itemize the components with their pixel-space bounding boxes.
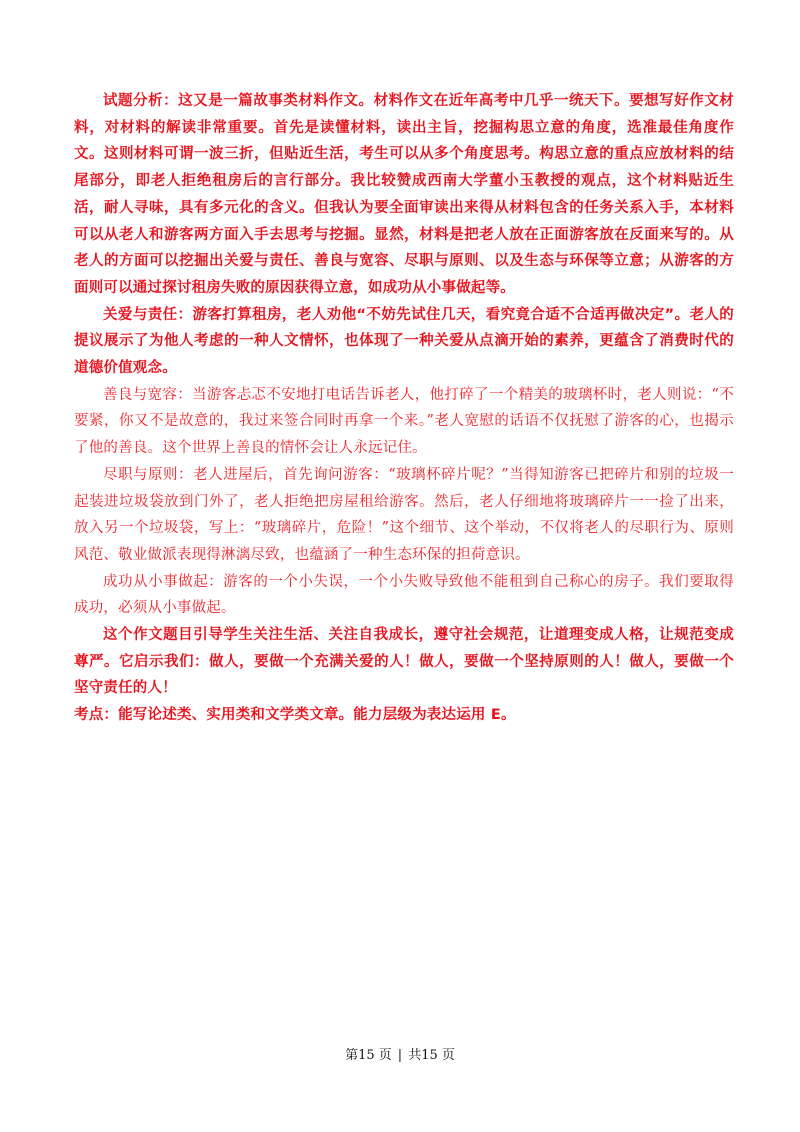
paragraph-duty-principle: 尽职与原则：老人进屋后，首先询问游客：“玻璃杯碎片呢？”当得知游客已把碎片和别的垃圾一起装进垃圾袋放到门外了，老人拒绝把房屋租给游客。然后，老人仔细地将玻璃碎片一一捡了出来，放入另一个垃圾袋，写上：“玻璃碎片，危险！”这个细节、这个举动，不仅将老人的尽职行为、原则风范、敬业做派表现得淋漓尽致，也蕴涵了一种生态环保的担荷意识。: [74, 466, 734, 563]
current-page-number: 第15 页: [345, 1048, 392, 1063]
page-footer: [0, 1044, 800, 1063]
paragraph-analysis: 试题分析：这又是一篇故事类材料作文。材料作文在近年高考中几乎一统天下。要想写好作文材料，对材料的解读非常重要。首先是读懂材料，读出主旨，挖掘构思立意的角度，选准最佳角度作文。这则材料可谓一波三折，但贴近生活，考生可以从多个角度思考。构思立意的重点应放材料的结尾部分，即老人拒绝租房后的言行部分。我比较赞成西南大学董小玉教授的观点，这个材料贴近生活，耐人寻味，具有多元化的含义。但我认为要全面审读出来得从材料包含的任务关系入手，本材料可以从老人和游客两方面入手去思考与挖掘。显然，材料是把老人放在正面游客放在反面来写的。从老人的方面可以挖掘出关爱与责任、善良与宽容、尽职与原则、以及生态与环保等立意；从游客的方面则可以通过探讨租房失败的原因获得立意，如成功从小事做起等。: [74, 93, 734, 296]
paragraph-guidance: 这个作文题目引导学生关注生活、关注自我成长，遵守社会规范，让道理变成人格，让规范变成尊严。它启示我们：做人，要做一个充满关爱的人！做人，要做一个坚持原则的人！做人，要做一个坚守责任的人！: [74, 627, 734, 697]
paragraph-success-small-things: 成功从小事做起：游客的一个小失误，一个小失败导致他不能租到自己称心的房子。我们要取得成功，必须从小事做起。: [74, 573, 734, 617]
paragraph-kindness-tolerance: 善良与宽容：当游客忐忑不安地打电话告诉老人，他打碎了一个精美的玻璃杯时，老人则说：“不要紧，你又不是故意的，我过来签合同时再拿一个来。”老人宽慰的话语不仅抚慰了游客的心，也揭示了他的善良。这个世界上善良的情怀会让人永远记住。: [74, 386, 734, 457]
footer-separator: |: [397, 1048, 403, 1063]
total-page-count: 共15 页: [408, 1048, 455, 1063]
document-body: [74, 88, 734, 729]
paragraph-care-responsibility: 关爱与责任：游客打算租房，老人劝他“不妨先试住几天，看究竟合适不合适再做决定”。老人的提议展示了为他人考虑的一种人文情怀，也体现了一种关爱从点滴开始的素养，更蕴含了消费时代的道德价值观念。: [74, 306, 734, 377]
paragraph-exam-point: 考点：能写论述类、实用类和文学类文章。能力层级为表达运用 E。: [74, 707, 516, 724]
